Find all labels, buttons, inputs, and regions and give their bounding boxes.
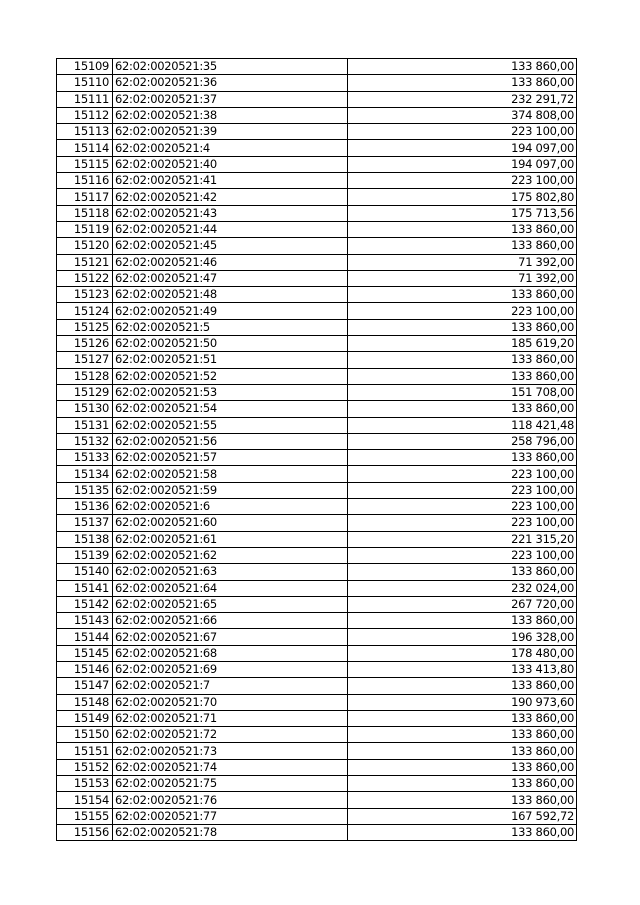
table-row <box>57 384 577 400</box>
cadastral-number-cell: 62:02:0020521:37 <box>113 91 348 107</box>
row-number-cell: 15130 <box>57 401 113 417</box>
value-cell: 133 860,00 <box>348 368 577 384</box>
row-number-cell: 15120 <box>57 238 113 254</box>
value-cell: 133 860,00 <box>348 743 577 759</box>
row-number-cell: 15121 <box>57 254 113 270</box>
table-row <box>57 792 577 808</box>
value-cell: 223 100,00 <box>348 173 577 189</box>
table-row <box>57 564 577 580</box>
cadastral-number-cell: 62:02:0020521:75 <box>113 776 348 792</box>
table-row <box>57 91 577 107</box>
cadastral-number-cell: 62:02:0020521:76 <box>113 792 348 808</box>
value-cell: 133 860,00 <box>348 352 577 368</box>
value-cell: 223 100,00 <box>348 547 577 563</box>
table-row <box>57 107 577 123</box>
value-cell: 133 860,00 <box>348 776 577 792</box>
value-cell: 133 860,00 <box>348 59 577 75</box>
cadastral-number-cell: 62:02:0020521:62 <box>113 547 348 563</box>
table-row <box>57 303 577 319</box>
value-cell: 196 328,00 <box>348 629 577 645</box>
row-number-cell: 15151 <box>57 743 113 759</box>
table-row <box>57 596 577 612</box>
cadastral-number-cell: 62:02:0020521:5 <box>113 319 348 335</box>
table-row <box>57 287 577 303</box>
table-row <box>57 140 577 156</box>
value-cell: 133 860,00 <box>348 319 577 335</box>
value-cell: 133 860,00 <box>348 238 577 254</box>
value-cell: 133 860,00 <box>348 824 577 840</box>
cadastral-table-body <box>57 59 577 841</box>
row-number-cell: 15112 <box>57 107 113 123</box>
value-cell: 223 100,00 <box>348 303 577 319</box>
cadastral-number-cell: 62:02:0020521:7 <box>113 678 348 694</box>
table-row <box>57 75 577 91</box>
table-row <box>57 759 577 775</box>
table-row <box>57 270 577 286</box>
cadastral-number-cell: 62:02:0020521:63 <box>113 564 348 580</box>
value-cell: 133 860,00 <box>348 759 577 775</box>
row-number-cell: 15127 <box>57 352 113 368</box>
table-row <box>57 499 577 515</box>
row-number-cell: 15146 <box>57 661 113 677</box>
cadastral-number-cell: 62:02:0020521:50 <box>113 336 348 352</box>
value-cell: 133 860,00 <box>348 678 577 694</box>
table-row <box>57 808 577 824</box>
value-cell: 133 860,00 <box>348 75 577 91</box>
value-cell: 258 796,00 <box>348 433 577 449</box>
cadastral-number-cell: 62:02:0020521:57 <box>113 450 348 466</box>
cadastral-number-cell: 62:02:0020521:65 <box>113 596 348 612</box>
table-row <box>57 776 577 792</box>
value-cell: 133 860,00 <box>348 450 577 466</box>
cadastral-number-cell: 62:02:0020521:74 <box>113 759 348 775</box>
table-row <box>57 417 577 433</box>
value-cell: 175 802,80 <box>348 189 577 205</box>
cadastral-number-cell: 62:02:0020521:44 <box>113 221 348 237</box>
row-number-cell: 15125 <box>57 319 113 335</box>
row-number-cell: 15117 <box>57 189 113 205</box>
row-number-cell: 15111 <box>57 91 113 107</box>
row-number-cell: 15129 <box>57 384 113 400</box>
cadastral-number-cell: 62:02:0020521:40 <box>113 156 348 172</box>
row-number-cell: 15123 <box>57 287 113 303</box>
value-cell: 133 860,00 <box>348 221 577 237</box>
value-cell: 151 708,00 <box>348 384 577 400</box>
value-cell: 374 808,00 <box>348 107 577 123</box>
cadastral-number-cell: 62:02:0020521:52 <box>113 368 348 384</box>
cadastral-number-cell: 62:02:0020521:68 <box>113 645 348 661</box>
row-number-cell: 15139 <box>57 547 113 563</box>
table-row <box>57 466 577 482</box>
table-row <box>57 238 577 254</box>
value-cell: 223 100,00 <box>348 515 577 531</box>
table-row <box>57 336 577 352</box>
cadastral-number-cell: 62:02:0020521:71 <box>113 710 348 726</box>
value-cell: 232 291,72 <box>348 91 577 107</box>
row-number-cell: 15110 <box>57 75 113 91</box>
table-row <box>57 613 577 629</box>
value-cell: 232 024,00 <box>348 580 577 596</box>
table-row <box>57 694 577 710</box>
row-number-cell: 15148 <box>57 694 113 710</box>
row-number-cell: 15128 <box>57 368 113 384</box>
row-number-cell: 15145 <box>57 645 113 661</box>
value-cell: 133 860,00 <box>348 287 577 303</box>
cadastral-number-cell: 62:02:0020521:49 <box>113 303 348 319</box>
table-row <box>57 352 577 368</box>
cadastral-number-cell: 62:02:0020521:47 <box>113 270 348 286</box>
table-row <box>57 173 577 189</box>
row-number-cell: 15144 <box>57 629 113 645</box>
row-number-cell: 15122 <box>57 270 113 286</box>
table-row <box>57 254 577 270</box>
row-number-cell: 15109 <box>57 59 113 75</box>
value-cell: 223 100,00 <box>348 482 577 498</box>
row-number-cell: 15133 <box>57 450 113 466</box>
cadastral-number-cell: 62:02:0020521:53 <box>113 384 348 400</box>
row-number-cell: 15124 <box>57 303 113 319</box>
cadastral-number-cell: 62:02:0020521:72 <box>113 727 348 743</box>
row-number-cell: 15156 <box>57 824 113 840</box>
cadastral-number-cell: 62:02:0020521:67 <box>113 629 348 645</box>
table-row <box>57 221 577 237</box>
table-row <box>57 368 577 384</box>
value-cell: 133 413,80 <box>348 661 577 677</box>
cadastral-number-cell: 62:02:0020521:77 <box>113 808 348 824</box>
cadastral-number-cell: 62:02:0020521:36 <box>113 75 348 91</box>
table-row <box>57 678 577 694</box>
row-number-cell: 15153 <box>57 776 113 792</box>
cadastral-number-cell: 62:02:0020521:38 <box>113 107 348 123</box>
row-number-cell: 15114 <box>57 140 113 156</box>
cadastral-table <box>56 58 577 841</box>
value-cell: 71 392,00 <box>348 254 577 270</box>
cadastral-number-cell: 62:02:0020521:69 <box>113 661 348 677</box>
cadastral-number-cell: 62:02:0020521:48 <box>113 287 348 303</box>
table-row <box>57 189 577 205</box>
cadastral-number-cell: 62:02:0020521:41 <box>113 173 348 189</box>
row-number-cell: 15116 <box>57 173 113 189</box>
cadastral-number-cell: 62:02:0020521:58 <box>113 466 348 482</box>
cadastral-number-cell: 62:02:0020521:51 <box>113 352 348 368</box>
cadastral-number-cell: 62:02:0020521:73 <box>113 743 348 759</box>
cadastral-number-cell: 62:02:0020521:42 <box>113 189 348 205</box>
cadastral-number-cell: 62:02:0020521:70 <box>113 694 348 710</box>
row-number-cell: 15140 <box>57 564 113 580</box>
cadastral-number-cell: 62:02:0020521:35 <box>113 59 348 75</box>
row-number-cell: 15132 <box>57 433 113 449</box>
row-number-cell: 15137 <box>57 515 113 531</box>
row-number-cell: 15134 <box>57 466 113 482</box>
table-row <box>57 205 577 221</box>
value-cell: 178 480,00 <box>348 645 577 661</box>
table-row <box>57 319 577 335</box>
table-row <box>57 156 577 172</box>
value-cell: 118 421,48 <box>348 417 577 433</box>
cadastral-number-cell: 62:02:0020521:66 <box>113 613 348 629</box>
table-row <box>57 661 577 677</box>
cadastral-number-cell: 62:02:0020521:59 <box>113 482 348 498</box>
value-cell: 133 860,00 <box>348 401 577 417</box>
table-row <box>57 743 577 759</box>
cadastral-number-cell: 62:02:0020521:56 <box>113 433 348 449</box>
value-cell: 223 100,00 <box>348 499 577 515</box>
cadastral-number-cell: 62:02:0020521:45 <box>113 238 348 254</box>
row-number-cell: 15119 <box>57 221 113 237</box>
table-row <box>57 59 577 75</box>
value-cell: 133 860,00 <box>348 792 577 808</box>
row-number-cell: 15131 <box>57 417 113 433</box>
cadastral-number-cell: 62:02:0020521:64 <box>113 580 348 596</box>
value-cell: 221 315,20 <box>348 531 577 547</box>
table-row <box>57 433 577 449</box>
cadastral-number-cell: 62:02:0020521:60 <box>113 515 348 531</box>
row-number-cell: 15115 <box>57 156 113 172</box>
row-number-cell: 15155 <box>57 808 113 824</box>
table-row <box>57 515 577 531</box>
value-cell: 133 860,00 <box>348 613 577 629</box>
value-cell: 167 592,72 <box>348 808 577 824</box>
value-cell: 133 860,00 <box>348 564 577 580</box>
row-number-cell: 15149 <box>57 710 113 726</box>
table-row <box>57 710 577 726</box>
table-row <box>57 450 577 466</box>
cadastral-number-cell: 62:02:0020521:55 <box>113 417 348 433</box>
table-row <box>57 482 577 498</box>
table-row <box>57 401 577 417</box>
table-row <box>57 629 577 645</box>
value-cell: 71 392,00 <box>348 270 577 286</box>
cadastral-number-cell: 62:02:0020521:78 <box>113 824 348 840</box>
row-number-cell: 15118 <box>57 205 113 221</box>
cadastral-number-cell: 62:02:0020521:54 <box>113 401 348 417</box>
row-number-cell: 15154 <box>57 792 113 808</box>
cadastral-number-cell: 62:02:0020521:39 <box>113 124 348 140</box>
row-number-cell: 15150 <box>57 727 113 743</box>
table-row <box>57 824 577 840</box>
table-row <box>57 580 577 596</box>
value-cell: 133 860,00 <box>348 727 577 743</box>
value-cell: 185 619,20 <box>348 336 577 352</box>
table-row <box>57 645 577 661</box>
table-row <box>57 727 577 743</box>
cadastral-number-cell: 62:02:0020521:61 <box>113 531 348 547</box>
row-number-cell: 15152 <box>57 759 113 775</box>
table-row <box>57 531 577 547</box>
value-cell: 223 100,00 <box>348 124 577 140</box>
value-cell: 194 097,00 <box>348 140 577 156</box>
row-number-cell: 15142 <box>57 596 113 612</box>
cadastral-number-cell: 62:02:0020521:4 <box>113 140 348 156</box>
row-number-cell: 15126 <box>57 336 113 352</box>
row-number-cell: 15147 <box>57 678 113 694</box>
value-cell: 194 097,00 <box>348 156 577 172</box>
row-number-cell: 15136 <box>57 499 113 515</box>
row-number-cell: 15135 <box>57 482 113 498</box>
table-row <box>57 124 577 140</box>
cadastral-number-cell: 62:02:0020521:6 <box>113 499 348 515</box>
value-cell: 267 720,00 <box>348 596 577 612</box>
table-row <box>57 547 577 563</box>
row-number-cell: 15143 <box>57 613 113 629</box>
row-number-cell: 15113 <box>57 124 113 140</box>
cadastral-number-cell: 62:02:0020521:46 <box>113 254 348 270</box>
value-cell: 223 100,00 <box>348 466 577 482</box>
cadastral-number-cell: 62:02:0020521:43 <box>113 205 348 221</box>
value-cell: 190 973,60 <box>348 694 577 710</box>
row-number-cell: 15138 <box>57 531 113 547</box>
value-cell: 175 713,56 <box>348 205 577 221</box>
value-cell: 133 860,00 <box>348 710 577 726</box>
row-number-cell: 15141 <box>57 580 113 596</box>
